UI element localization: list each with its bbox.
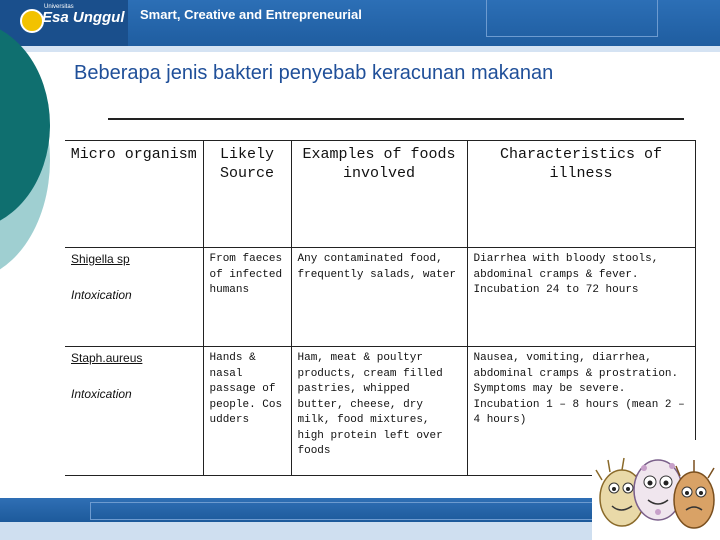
cell-source: Hands & nasal passage of people. Cos udders <box>203 347 291 476</box>
bacteria-cartoon-icon <box>592 440 720 540</box>
slide-title: Beberapa jenis bakteri penyebab keracunan makanan <box>74 62 554 84</box>
cell-illness: Diarrhea with bloody stools, abdominal cramps & fever. Incubation 24 to 72 hours <box>467 248 695 347</box>
tagline: Smart, Creative and Entrepreneurial <box>140 7 362 22</box>
header-bar <box>0 0 720 46</box>
organism-type: Intoxication <box>71 287 132 302</box>
cell-foods: Any contaminated food, frequently salads, water <box>291 248 467 347</box>
logo-subtext: Universitas <box>44 4 74 10</box>
header-stripe <box>0 46 720 52</box>
cell-organism <box>65 347 203 476</box>
organism-name: Staph.aureus <box>71 351 143 365</box>
header-examples-foods: Examples of foods involved <box>291 141 467 248</box>
logo-emblem-icon <box>20 9 44 33</box>
logo-name: Esa Unggul <box>42 9 125 26</box>
table-row <box>65 248 695 347</box>
header-micro-organism: Micro organism <box>65 141 203 248</box>
header-likely-source: Likely Source <box>203 141 291 248</box>
logo <box>0 0 128 46</box>
organism-type: Intoxication <box>71 386 132 401</box>
organism-name: Shigella sp <box>71 252 130 266</box>
header-characteristics: Characteristics of illness <box>467 141 695 248</box>
bacteria-table <box>65 140 696 476</box>
cell-illness: Nausea, vomiting, diarrhea, abdominal cramps & prostration. Symptoms may be severe. Incubation 1 – 8 hours (mean 2 – 4 hours) <box>467 347 695 476</box>
footer-decor-box <box>90 502 612 520</box>
table-header-row <box>65 141 695 248</box>
header-decor-box <box>486 0 658 37</box>
cell-organism <box>65 248 203 347</box>
cell-source: From faeces of infected humans <box>203 248 291 347</box>
cell-foods: Ham, meat & poultyr products, cream filled pastries, whipped butter, cheese, dry milk, food mixtures, high protein left over foods <box>291 347 467 476</box>
title-rule <box>108 118 684 120</box>
